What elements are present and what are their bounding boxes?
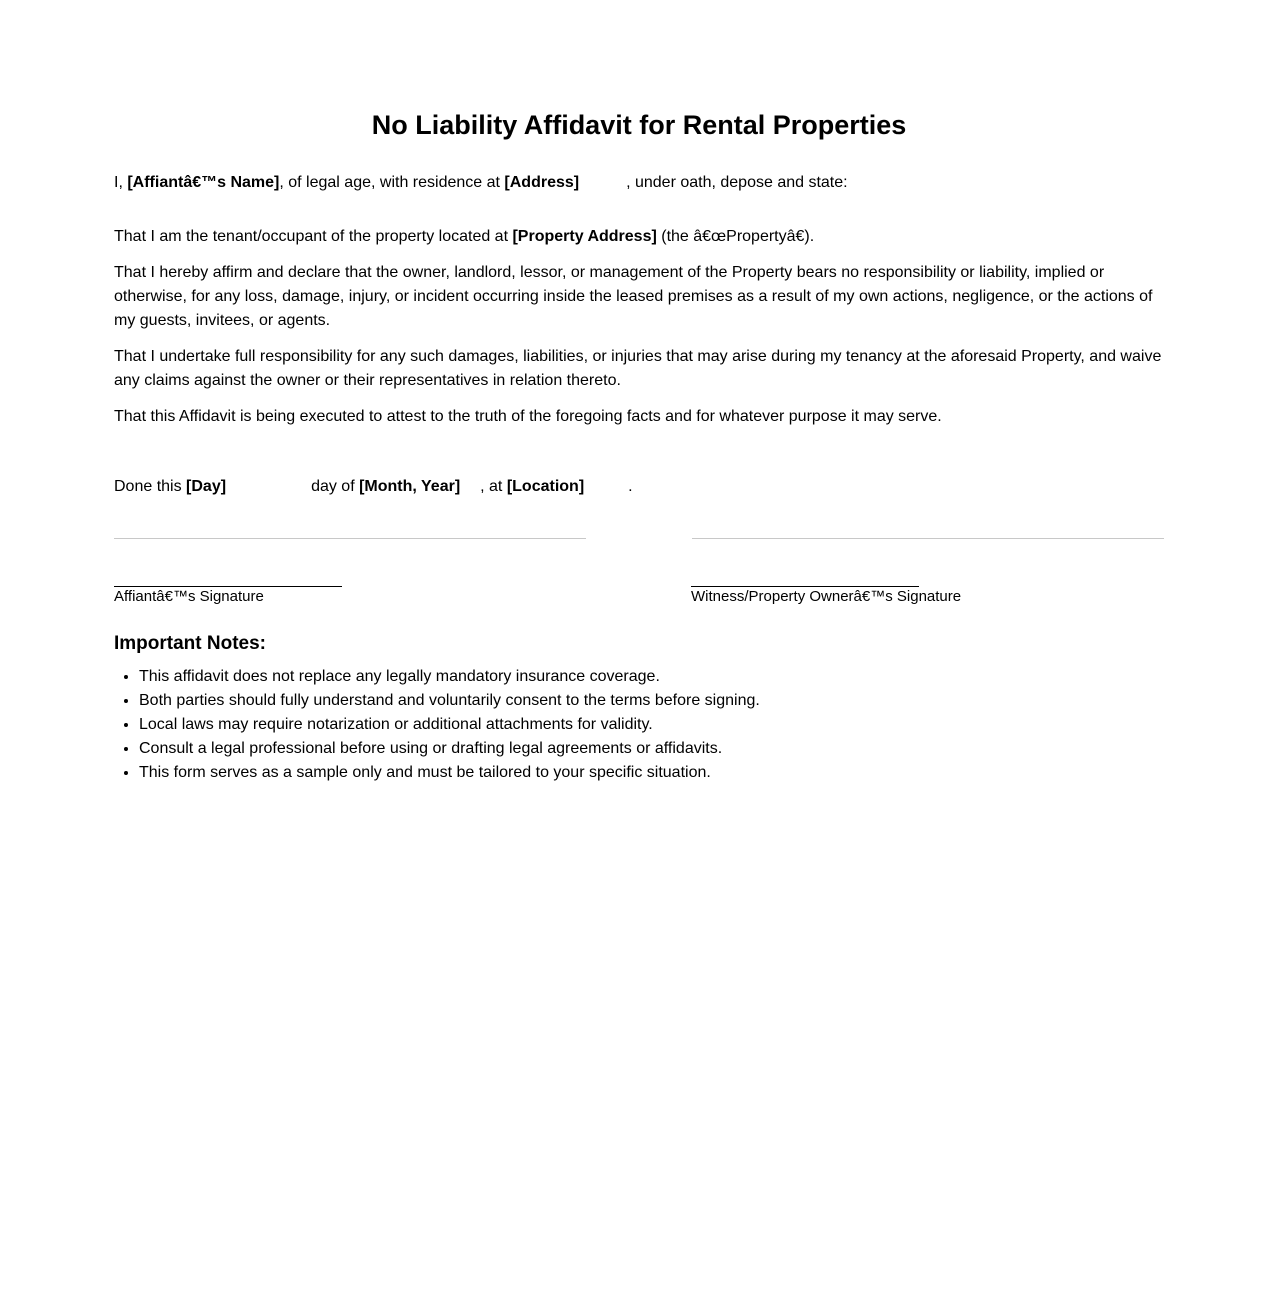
list-item: • Consult a legal professional before using or drafting legal agreements or affidavits. xyxy=(139,737,1139,761)
affiant-signature-block xyxy=(114,566,534,607)
divider-left xyxy=(114,538,586,539)
day-of-text: day of xyxy=(311,478,360,495)
location-placeholder: [Location] xyxy=(506,478,585,495)
intro-mid: , of legal age, with residence at xyxy=(279,174,505,191)
affiant-signature-line xyxy=(114,566,342,587)
done-end: . xyxy=(628,478,633,495)
witness-signature-line xyxy=(691,566,919,587)
clause-responsibility: That I undertake full responsibility for any such damages, liabilities, or injuries that may arise during my tenancy at the aforesaid Property, and waive any claims against the owner or their representatives in relation thereto. xyxy=(114,348,1162,389)
list-item: • Both parties should fully understand and voluntarily consent to the terms before signing. xyxy=(139,689,1139,713)
affiant-signature-label: Affiantâ€™s Signature xyxy=(114,588,264,605)
clause-purpose: That this Affidavit is being executed to attest to the truth of the foregoing facts and for whatever purpose it may serve. xyxy=(114,408,942,425)
clause-no-liability: That I hereby affirm and declare that the owner, landlord, lessor, or management of the Property bears no responsibility or liability, implied or otherwise, for any loss, damage, injury, or incident occurring inside the leased premises as a result of my own actions, negligence, or the actions of my guests, invitees, or agents. xyxy=(114,264,1153,329)
witness-signature-label: Witness/Property Ownerâ€™s Signature xyxy=(691,588,962,605)
list-item: • This form serves as a sample only and must be tailored to your specific situation. xyxy=(139,761,1139,785)
day-placeholder: [Day] xyxy=(186,478,227,495)
done-prefix: Done this xyxy=(114,478,187,495)
witness-signature-block xyxy=(691,566,1111,607)
intro-prefix: I, xyxy=(114,174,128,191)
month-year-placeholder: [Month, Year] xyxy=(359,478,461,495)
intro-suffix: , under oath, depose and state: xyxy=(626,174,848,191)
clause1-prefix: That I am the tenant/occupant of the property located at xyxy=(114,228,513,245)
execution-line xyxy=(114,475,1164,499)
notes-heading: Important Notes: xyxy=(114,633,266,654)
divider-right xyxy=(692,538,1164,539)
document-title: No Liability Affidavit for Rental Properties xyxy=(371,110,907,140)
notes-list xyxy=(114,665,1139,785)
at-text: , at xyxy=(480,478,507,495)
intro-line xyxy=(114,171,1164,195)
list-item: • Local laws may require notarization or additional attachments for validity. xyxy=(139,713,1139,737)
property-address-placeholder: [Property Address] xyxy=(512,228,657,245)
affiant-name-placeholder: [Affiantâ€™s Name] xyxy=(127,174,280,191)
address-placeholder: [Address] xyxy=(504,174,580,191)
clause-property xyxy=(114,225,1164,249)
list-item: • This affidavit does not replace any legally mandatory insurance coverage. xyxy=(139,665,1139,689)
clause1-suffix: (the â€œPropertyâ€). xyxy=(656,228,815,245)
